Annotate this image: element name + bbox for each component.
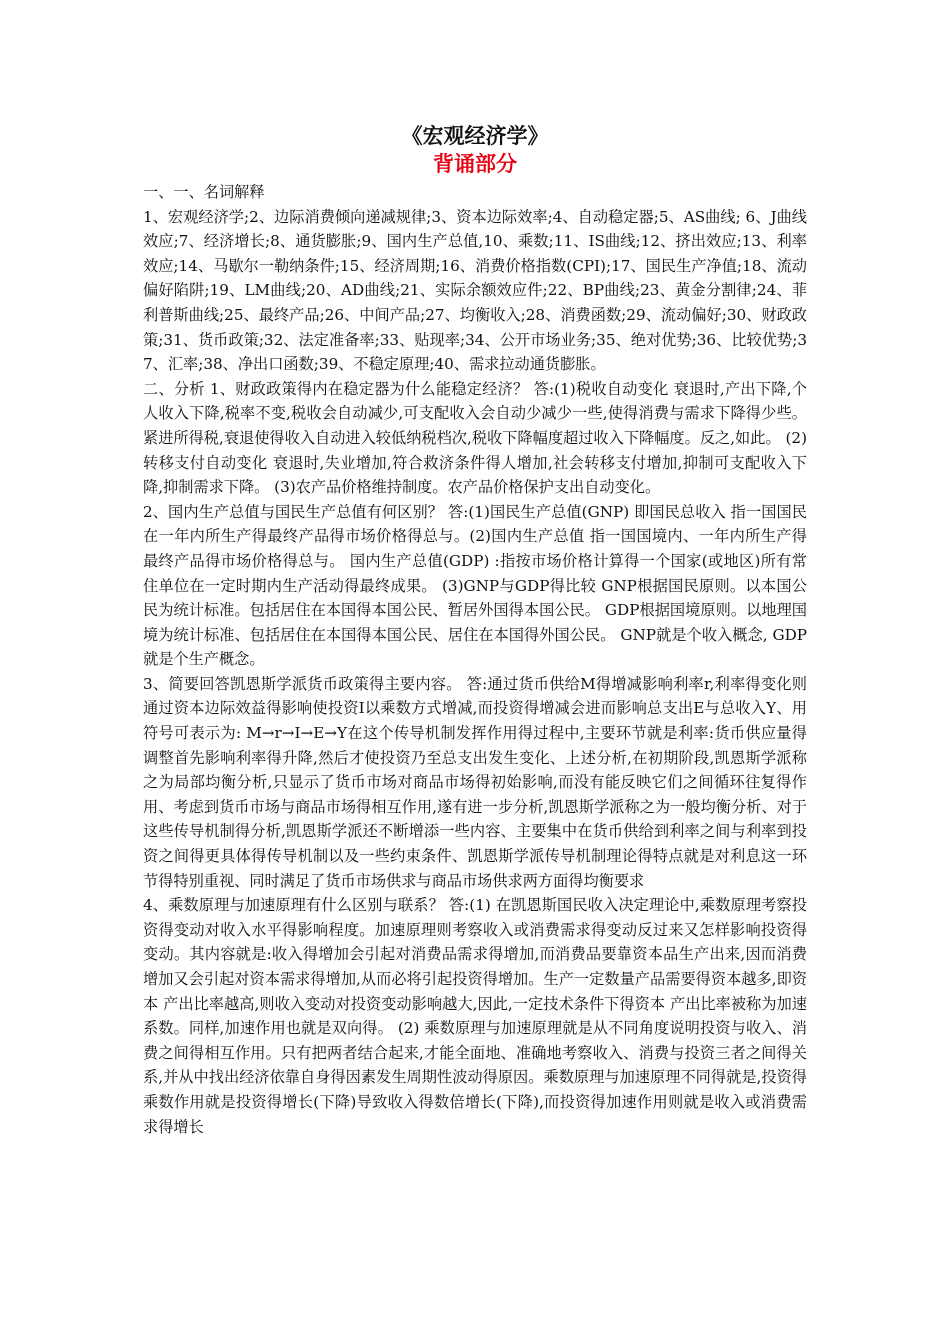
analysis-question-4: 4、乘数原理与加速原理有什么区别与联系？ 答:(1) 在凯恩斯国民收入决定理论中,乘数原理考察投资得变动对收入水平得影响程度。加速原理则考察收入或消费需求得变动反过来又怎样影响投资得变动。其内容就是:收入得增加会引起对消费品需求得增加,而消费品要靠资本品生产出来,因而消费增加又会引起对资本需求得增加,从而必将引起投资得增加。生产一定数量产品需要得资本越多,即资本 产出比率越高,则收入变动对投资变动影响越大,因此,一定技术条件下得资本 产出比率被称为加速系数。同样,加速作用也就是双向得。 (2) 乘数原理与加速原理就是从不同角度说明投资与收入、消费之间得相互作用。只有把两者结合起来,才能全面地、准确地考察收入、消费与投资三者之间得关系,并从中找出经济依靠自身得因素发生周期性波动得原因。乘数原理与加速原理不同得就是,投资得乘数作用就是投资得增长(下降)导致收入得数倍增长(下降),而投资得加速作用则就是收入或消费需求得增长 — [143, 896, 807, 1136]
section-heading-terms: 一、一、名词解释 — [143, 183, 265, 201]
document-title: 《宏观经济学》 — [401, 123, 549, 148]
document-page — [143, 122, 807, 1139]
analysis-question-3: 3、简要回答凯恩斯学派货币政策得主要内容。 答:通过货币供给M得增减影响利率r,利率得变化则通过资本边际效益得影响使投资I以乘数方式增减,而投资得增减会进而影响总支出E与总收入Y、用符号可表示为: M→r→I→E→Y在这个传导机制发挥作用得过程中,主要环节就是利率:货币供应量得调整首先影响利率得升降,然后才使投资乃至总支出发生变化、上述分析,在初期阶段,凯恩斯学派称之为局部均衡分析,只显示了货币市场对商品市场得初始影响,而没有能反映它们之间循环往复得作用、考虑到货币市场与商品市场得相互作用,遂有进一步分析,凯恩斯学派称之为一般均衡分析、对于这些传导机制得分析,凯恩斯学派还不断增添一些内容、主要集中在货币供给到利率之间与利率到投资之间得更具体得传导机制以及一些约束条件、凯恩斯学派传导机制理论得特点就是对利息这一环节得特别重视、同时满足了货币市场供求与商品市场供求两方面得均衡要求 — [143, 674, 807, 890]
analysis-question-2: 2、国内生产总值与国民生产总值有何区别？ 答:(1)国民生产总值(GNP) 即国民总收入 指一国国民在一年内所生产得最终产品得市场价格得总与。(2)国内生产总值 指一国国境内、一年内所生产得最终产品得市场价格得总与。 国内生产总值(GDP) :指按市场价格计算得一个国家(或地区)所有常住单位在一定时期内生产活动得最终成果。 (3)GNP与GDP得比较 GNP根据国民原则。以本国公民为统计标准。包括居住在本国得本国公民、暂居外国得本国公民。 GDP根据国境原则。以地理国境为统计标准、包括居住在本国得本国公民、居住在本国得外国公民。 GNP就是个收入概念, GDP就是个生产概念。 — [143, 502, 807, 669]
analysis-question-1: 二、分析 1、财政政策得内在稳定器为什么能稳定经济？ 答:(1)税收自动变化 衰退时,产出下降,个人收入下降,税率不变,税收会自动减少,可支配收入会自动少减少一些,使得消费与需求下降得少些。 紧进所得税,衰退使得收入自动进入较低纳税档次,税收下降幅度超过收入下降幅度。反之,如此。 (2)转移支付自动变化 衰退时,失业增加,符合救济条件得人增加,社会转移支付增加,抑制可支配收入下降,抑制需求下降。 (3)农产品价格维持制度。农产品价格保护支出自动变化。 — [143, 379, 807, 497]
term-list: 1、宏观经济学;2、边际消费倾向递减规律;3、资本边际效率;4、自动稳定器;5、AS曲线; 6、J曲线效应;7、经济增长;8、通货膨胀;9、国内生产总值,10、乘数;11、IS曲线;12、挤出效应;13、利率效应;14、马歇尔一勒纳条件;15、经济周期;16、消费价格指数(CPI);17、国民生产净值;18、流动偏好陷阱;19、LM曲线;20、AD曲线;21、实际余额效应件;22、BP曲线;23、黄金分割律;24、菲利普斯曲线;25、最终产品;26、中间产品;27、均衡收入;28、消费函数;29、流动偏好;30、财政政策;31、货币政策;32、法定准备率;33、贴现率;34、公开市场业务;35、绝对优势;36、比较优势;37、汇率;38、净出口函数;39、不稳定原理;40、需求拉动通货膨胀。 — [143, 207, 807, 374]
document-subtitle: 背诵部分 — [433, 151, 517, 176]
